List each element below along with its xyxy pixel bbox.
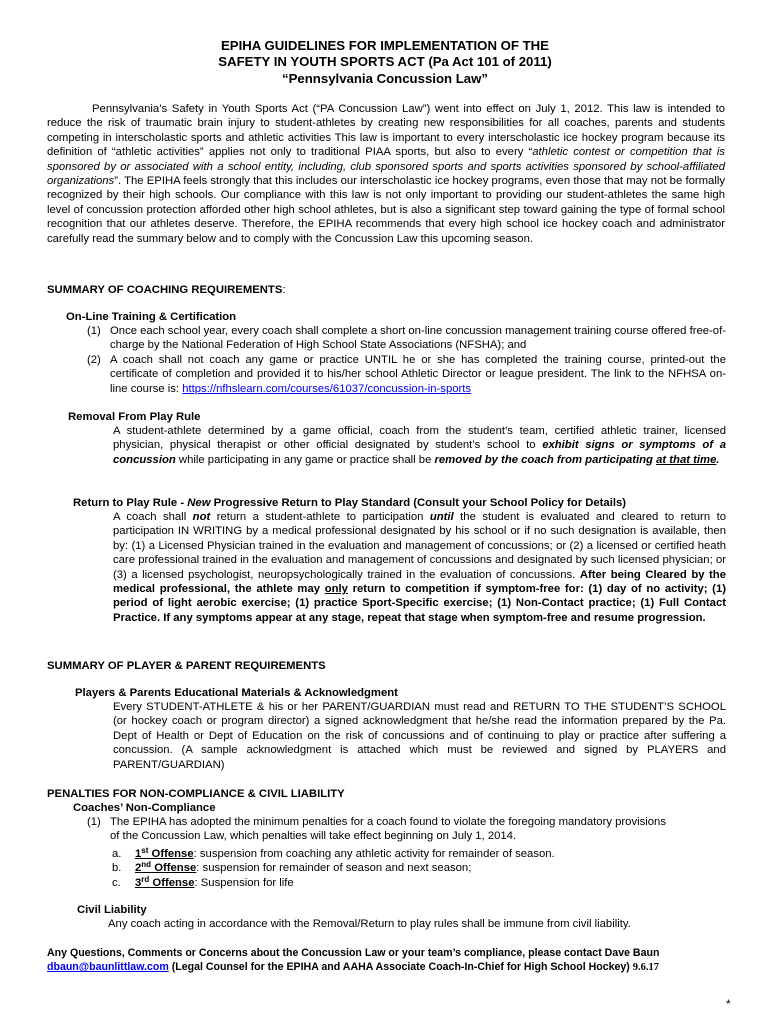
footer-line-1: Any Questions, Comments or Concerns about the Concussion Law or your team’s compliance, please contact Dave Baun bbox=[47, 947, 660, 959]
player-parent-heading: SUMMARY OF PLAYER & PARENT REQUIREMENTS bbox=[47, 660, 326, 672]
return-to-play-text: A coach shall not return a student-athlete to participation until the student is evaluated and cleared to return to participation IN WRITING by a medical professional designated by his school or if no such designation is available, then by: (1) a Licensed Physician trained in the evaluation and management of concussions; or (2) a licensed or certified heath care professional trained in the evaluation and management of concussions and designated by such licensed physician; or (3) a licensed psychologist, neuropsychologically trained in the evaluation of concussions. After being Cleared by the medical professional, the athlete may only return to competition if symptom-free for: (1) day of no activity; (1) period of light aerobic exercise; (1) practice Sport-Specific exercise; (1) Non-Contact practice; (1) Full Contact Practice. If any symptoms appear at any stage, repeat that stage when symptom-free and resume progression. bbox=[113, 511, 726, 624]
training-heading: On-Line Training & Certification bbox=[66, 311, 237, 323]
penalties-list bbox=[66, 815, 666, 844]
nfhs-course-link[interactable]: https://nfhslearn.com/courses/61037/concussion-in-sports bbox=[182, 382, 472, 395]
title-line-3: “Pennsylvania Concussion Law” bbox=[282, 70, 488, 86]
coaching-requirements-heading: SUMMARY OF COACHING REQUIREMENTS: bbox=[47, 284, 286, 296]
contact-email-link[interactable]: dbaun@baunlittlaw.com bbox=[47, 961, 169, 974]
document-date: 9.6.17 bbox=[632, 962, 660, 974]
title-line-1: EPIHA GUIDELINES FOR IMPLEMENTATION OF THE bbox=[221, 38, 549, 53]
player-materials-heading: Players & Parents Educational Materials & Acknowledgment bbox=[75, 687, 398, 699]
document-title bbox=[0, 38, 770, 87]
penalties-heading: PENALTIES FOR NON-COMPLIANCE & CIVIL LIABILITY bbox=[47, 788, 345, 800]
footer-line-2: dbaun@baunlittlaw.com (Legal Counsel for the EPIHA and AAHA Associate Coach-In-Chief for High School Hockey) 9.6.17 bbox=[47, 961, 660, 974]
intro-text-1: Pennsylvania’s Safety in Youth Sports Act (“PA Concussion Law”) went into effect on July 1, 2012. This law is intended to reduce the risk of traumatic brain injury to student-athletes by creating new responsibilities for all coaches, parents and students competing in interscholastic sports and athletic activities This law is important to every interscholastic ice hockey program because its definition of “athletic activities” applies not only to traditional PIAA sports, but also to every “ bbox=[47, 103, 725, 159]
training-item-1: (1) Once each school year, every coach shall complete a short on-line concussion management training course offered free-of-charge by the National Federation of High School State Associations (NFSHA); and bbox=[87, 325, 726, 352]
player-materials-text: Every STUDENT-ATHLETE & his or her PARENT/GUARDIAN must read and RETURN TO THE STUDENT’S SCHOOL (or hockey coach or program director) a signed acknowledgment that he/she read the information prepared by the Pa. Dept of Health or Dept of Education on the risk of concussions and of continuing to play or practice after suffering a concussion. (A sample acknowledgment is attached which must be reviewed and signed by PLAYERS and PARENT/GUARDIAN) bbox=[113, 701, 726, 771]
civil-liability-heading: Civil Liability bbox=[77, 904, 147, 916]
title-line-2: SAFETY IN YOUTH SPORTS ACT (Pa Act 101 of 2011) bbox=[218, 54, 552, 70]
training-list bbox=[66, 324, 726, 396]
intro-paragraph bbox=[47, 102, 725, 246]
footer-star: * bbox=[726, 997, 731, 1011]
offense-item-2: b. 2nd Offense: suspension for remainder of season and next season; bbox=[112, 860, 472, 875]
return-to-play-heading: Return to Play Rule - New Progressive Return to Play Standard (Consult your School Policy for Details) bbox=[73, 497, 627, 509]
offense-item-1: a. 1st Offense: suspension from coaching any athletic activity for remainder of season. bbox=[112, 846, 555, 860]
removal-heading: Removal From Play Rule bbox=[68, 411, 201, 423]
intro-italic-definition: athletic contest or competition that is sponsored by or associated with a school entity, including, club sponsored sports and sports activities sponsored by school-affiliated organizations bbox=[47, 146, 725, 188]
intro-text-2: ”. The EPIHA feels strongly that this includes our interscholastic ice hockey programs, even those that may not be formally recognized by their high schools. Our compliance with this law is not only important to providing our student-athletes the same high level of concussion protection afforded other high school athletes, but is also a significant step toward gaining the type of formal school recognition that our athletes deserve. Therefore, the EPIHA recommends that every high school ice hockey coach and administrator carefully read the summary below and to comply with the Concussion Law this upcoming season. bbox=[47, 175, 725, 245]
footer-contact bbox=[47, 946, 737, 976]
penalties-item-1: (1) The EPIHA has adopted the minimum penalties for a coach found to violate the foregoing mandatory provisions of the Concussion Law, which penalties will take effect beginning on July 1, 2014. bbox=[87, 816, 666, 843]
offense-item-3: c. 3rd Offense: Suspension for life bbox=[112, 874, 294, 889]
coaches-noncompliance-heading: Coaches’ Non-Compliance bbox=[73, 802, 216, 814]
removal-text: A student-athlete determined by a game official, coach from the student’s team, certified athletic trainer, licensed physician, physical therapist or other official designated by student’s school to exhibit signs or symptoms of a concussion while participating in any game or practice shall be removed by the coach from participating at that time. bbox=[113, 425, 726, 466]
offense-list bbox=[95, 847, 695, 890]
civil-liability-text: Any coach acting in accordance with the Removal/Return to play rules shall be immune from civil liability. bbox=[108, 918, 631, 930]
training-item-2: (2) A coach shall not coach any game or practice UNTIL he or she has completed the training course, printed-out the certificate of completion and provided it to his/her school Athletic Director or league president. The link to the NFHSA on-line course is: https://nfhslearn.com/courses/61037/concussion-in-sports bbox=[87, 353, 726, 395]
